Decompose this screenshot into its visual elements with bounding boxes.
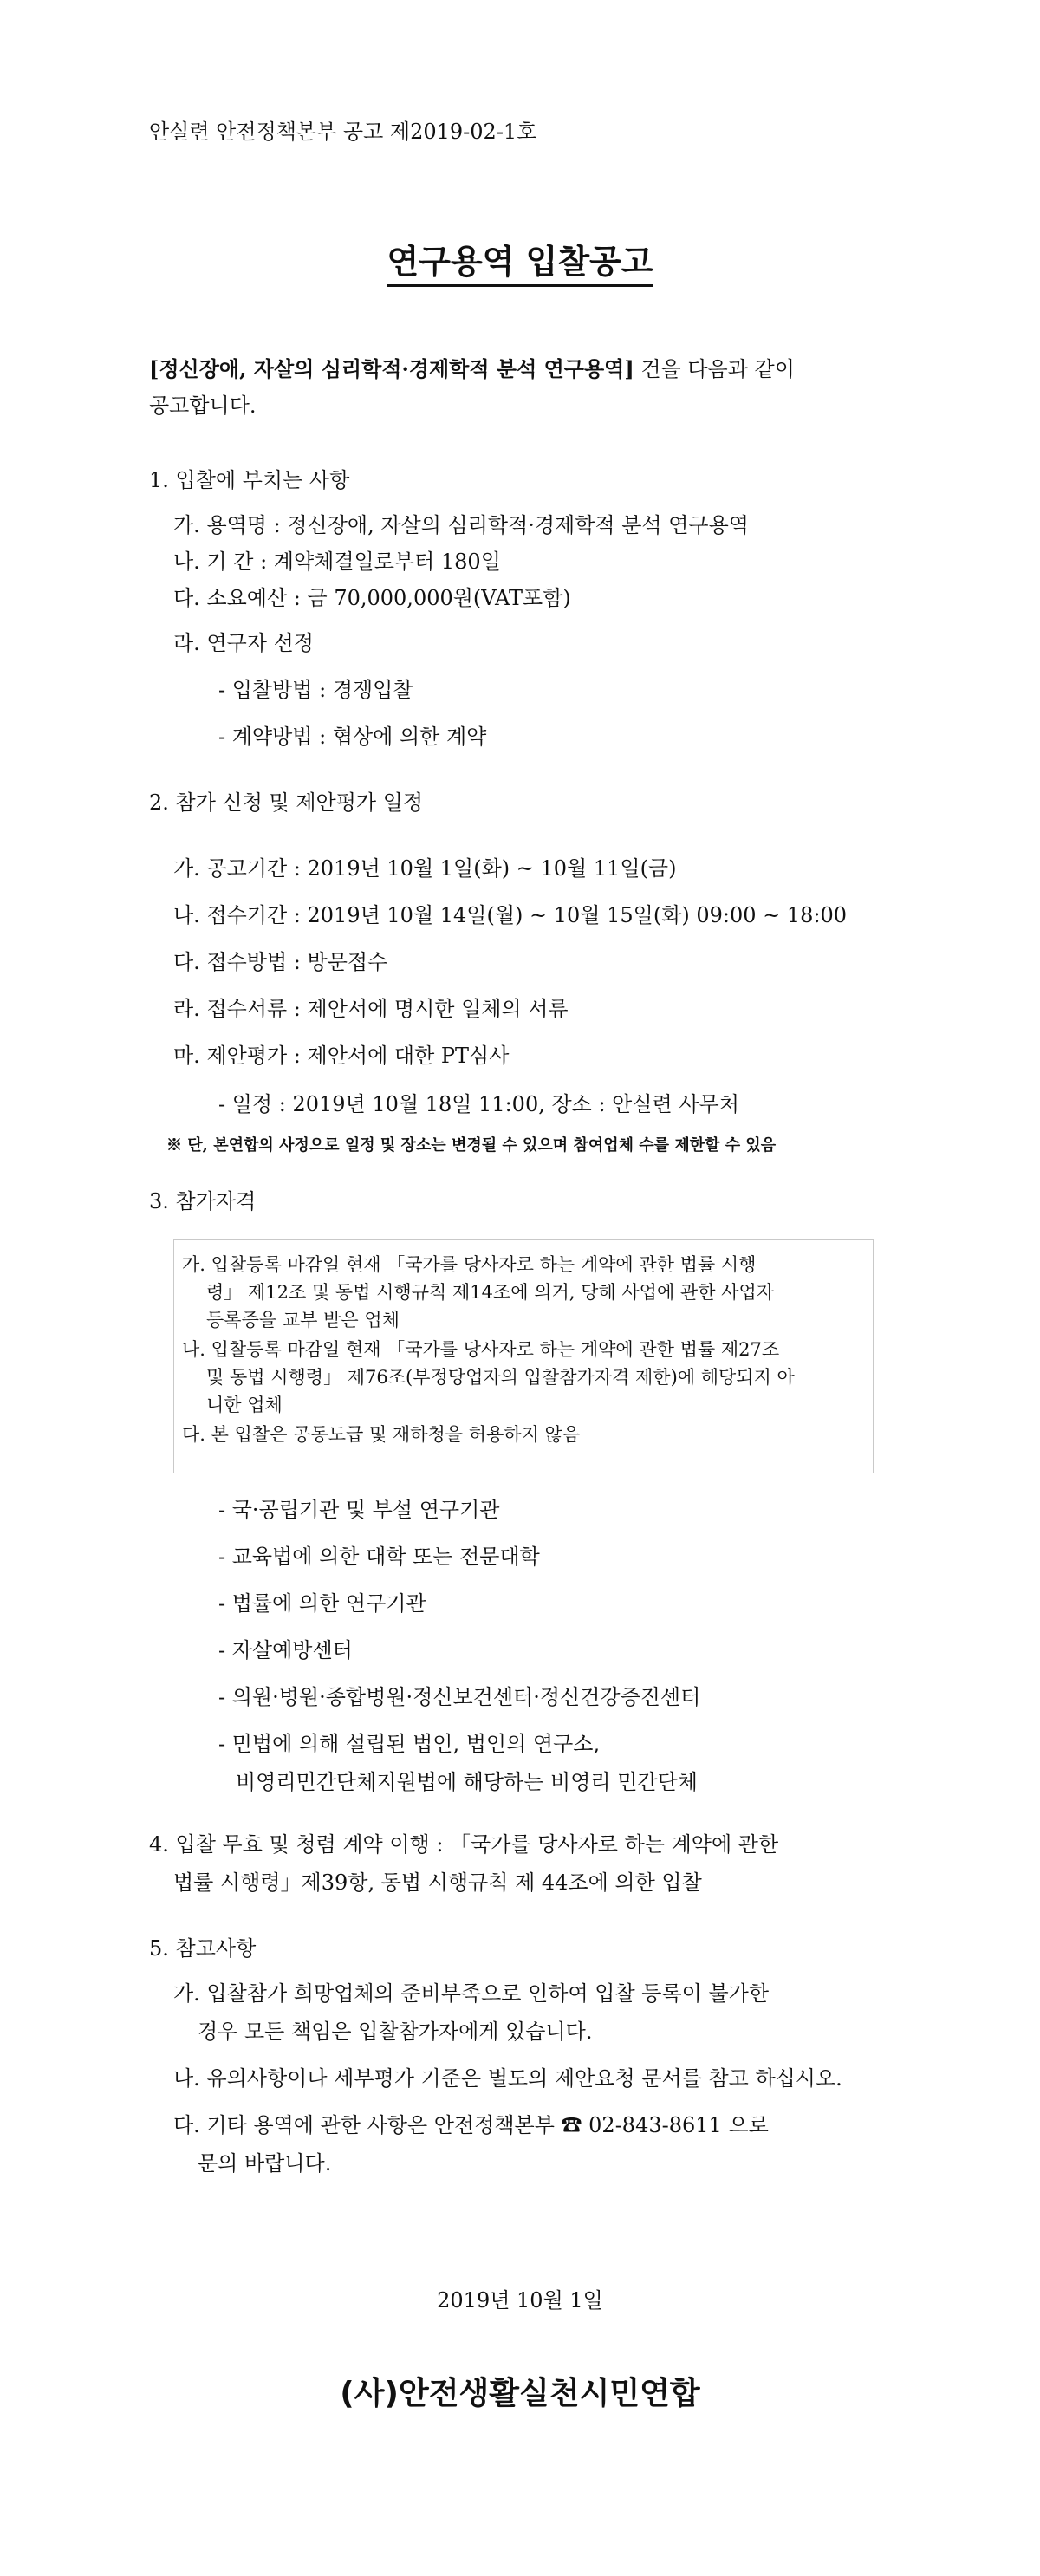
eligible-institution: - 자살예방센터 [218,1638,353,1662]
section-5-line: 다. 기타 용역에 관한 사항은 안전정책본부 ☎ 02-843-8611 으로 [173,2113,769,2137]
notice-date: 2019년 10월 1일 [437,2288,603,2313]
section-1-item: 다. 소요예산 : 금 70,000,000원(VAT포함) [173,586,571,610]
section-2-item: 다. 접수방법 : 방문접수 [173,950,388,974]
eligible-institution-continued: 비영리민간단체지원법에 해당하는 비영리 민간단체 [236,1770,698,1794]
eligible-institution: - 법률에 의한 연구기관 [218,1591,426,1616]
eligible-institution: - 민법에 의해 설립된 법인, 법인의 연구소, [218,1732,601,1756]
eligible-institution: - 의원·병원·종합병원·정신보건센터·정신건강증진센터 [218,1685,701,1709]
eligibility-line: 나. 입찰등록 마감일 현재 「국가를 당사자로 하는 계약에 관한 법률 제27조 [182,1339,780,1360]
eligible-institution: - 교육법에 의한 대학 또는 전문대학 [218,1545,540,1569]
eligibility-line: 등록증을 교부 받은 업체 [206,1310,400,1330]
section-1-item: 가. 용역명 : 정신장애, 자살의 심리학적·경제학적 분석 연구용역 [173,513,749,537]
section-1-heading: 1. 입찰에 부치는 사항 [149,468,350,492]
section-4-line: 4. 입찰 무효 및 청렴 계약 이행 : 「국가를 당사자로 하는 계약에 관한 [149,1832,779,1857]
section-4-line: 법률 시행령」제39항, 동법 시행규칙 제 44조에 의한 입찰 [173,1870,702,1895]
intro-line-1 [149,355,795,383]
notice-number: 안실련 안전정책본부 공고 제2019-02-1호 [149,120,537,144]
section-2-item: 라. 접수서류 : 제안서에 명시한 일체의 서류 [173,997,569,1021]
section-1-subitem: - 계약방법 : 협상에 의한 계약 [218,725,487,749]
eligibility-line: 가. 입찰등록 마감일 현재 「국가를 당사자로 하는 계약에 관한 법률 시행 [182,1254,757,1275]
section-3-heading: 3. 참가자격 [149,1189,257,1213]
eligibility-line: 및 동법 시행령」 제76조(부정당업자의 입찰참가자격 제한)에 해당되지 아 [206,1367,795,1388]
section-5-line: 문의 바랍니다. [198,2151,332,2176]
eligibility-line: 니한 업체 [206,1395,283,1415]
section-5-line: 경우 모든 책임은 입찰참가자에게 있습니다. [198,2020,593,2044]
intro-text: 건을 다음과 같이 [634,357,795,381]
eligible-institution: - 국·공립기관 및 부설 연구기관 [218,1498,500,1522]
page-title-text: 연구용역 입찰공고 [387,243,653,287]
project-name: [정신장애, 자살의 심리학적·경제학적 분석 연구용역] [149,356,634,381]
section-2-heading: 2. 참가 신청 및 제안평가 일정 [149,790,424,815]
section-2-item: 마. 제안평가 : 제안서에 대한 PT심사 [173,1044,510,1068]
section-1-item: 라. 연구자 선정 [173,631,314,655]
section-2-item: 가. 공고기간 : 2019년 10월 1일(화) ~ 10월 11일(금) [173,856,677,881]
organization-name: (사)안전생활실천시민연합 [340,2376,700,2411]
eligibility-line: 다. 본 입찰은 공동도급 및 재하청을 허용하지 않음 [182,1424,581,1445]
section-1-item: 나. 기 간 : 계약체결일로부터 180일 [173,550,501,574]
evaluation-schedule: - 일정 : 2019년 10월 18일 11:00, 장소 : 안실련 사무처 [218,1092,739,1116]
section-2-item: 나. 접수기간 : 2019년 10월 14일(월) ~ 10월 15일(화) 09:00 ~ 18:00 [173,903,848,927]
section-5-line: 가. 입찰참가 희망업체의 준비부족으로 인하여 입찰 등록이 불가한 [173,1981,769,2006]
page-title [0,241,1040,283]
intro-line-2: 공고합니다. [149,394,257,418]
eligibility-line: 령」 제12조 및 동법 시행규칙 제14조에 의거, 당해 사업에 관한 사업자 [206,1282,775,1303]
section-1-subitem: - 입찰방법 : 경쟁입찰 [218,678,413,702]
section-5-heading: 5. 참고사항 [149,1936,257,1961]
section-5-line: 나. 유의사항이나 세부평가 기준은 별도의 제안요청 문서를 참고 하십시오. [173,2066,842,2091]
schedule-note: ※ 단, 본연합의 사정으로 일정 및 장소는 변경될 수 있으며 참여업체 수를 제한할 수 있음 [166,1136,777,1155]
